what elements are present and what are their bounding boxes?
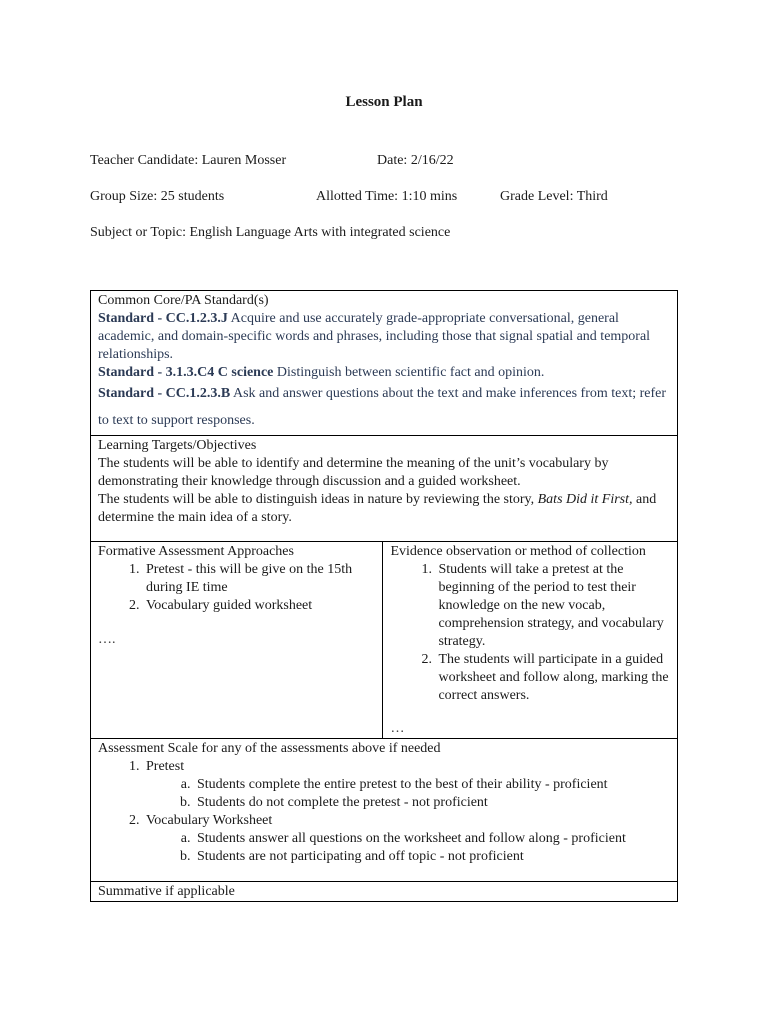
list-item: 1. Pretest - this will be give on the 15th during IE time <box>143 561 376 597</box>
scale-row <box>91 739 678 882</box>
standard-item <box>98 310 671 364</box>
objectives-row <box>91 436 678 542</box>
assessment-row <box>91 542 678 739</box>
evidence-list <box>390 561 671 705</box>
objective-2 <box>98 491 671 527</box>
objective-2-text: The students will be able to distinguish ideas in nature by reviewing the story, <box>98 492 535 507</box>
list-item: a. Students complete the entire pretest to the best of their ability - proficient <box>194 776 671 794</box>
standard-code: Standard - CC.1.2.3.B <box>98 386 231 401</box>
list-item: b. Students are not participating and off topic - not proficient <box>194 848 671 866</box>
list-item: 1. Students will take a pretest at the beginning of the period to test their knowledge on the new vocab, comprehension strategy, and vocabulary strategy. <box>435 561 671 651</box>
group-size: Group Size: 25 students <box>90 189 225 204</box>
list-item: a. Students answer all questions on the worksheet and follow along - proficient <box>194 830 671 848</box>
allotted-time: Allotted Time: 1:10 mins <box>316 189 458 204</box>
summative-row <box>91 882 678 902</box>
formative-heading: Formative Assessment Approaches <box>98 544 294 559</box>
formative-list <box>98 561 376 615</box>
objective-2-end: and determine the main idea of a story. <box>98 492 657 525</box>
formative-cell <box>91 542 383 739</box>
subject-topic: Subject or Topic: English Language Arts with integrated science <box>90 225 451 240</box>
standards-cell <box>91 291 678 436</box>
list-item: 2. The students will participate in a guided worksheet and follow along, marking the correct answers. <box>435 651 671 705</box>
scale-heading: Assessment Scale for any of the assessments above if needed <box>98 741 441 756</box>
scale-list <box>98 758 671 866</box>
summative-cell <box>91 882 678 902</box>
scale-group <box>143 758 671 812</box>
lesson-date: Date: 2/16/22 <box>377 153 454 168</box>
scale-cell <box>91 739 678 882</box>
scale-group <box>143 812 671 866</box>
objective-1: The students will be able to identify and determine the meaning of the unit’s vocabulary by demonstrating their knowledge through discussion and a guided worksheet. <box>98 456 609 489</box>
scale-sublist <box>146 830 671 866</box>
standard-text: Acquire and use accurately grade-appropriate conversational, general academic, and domain-specific words and phrases, including those that signal spatial and temporal relationships. <box>98 311 651 362</box>
scale-group-name: Pretest <box>146 759 185 774</box>
standard-text: Distinguish between scientific fact and opinion. <box>276 365 545 380</box>
standard-code: Standard - CC.1.2.3.J <box>98 311 228 326</box>
objectives-cell <box>91 436 678 542</box>
formative-ellipsis: …. <box>98 632 116 647</box>
standard-text: Ask and answer questions about the text and make inferences from text; refer to text to support responses. <box>98 386 667 428</box>
standards-heading: Common Core/PA Standard(s) <box>98 293 269 308</box>
standards-row <box>91 291 678 436</box>
story-title: Bats Did it First, <box>537 492 633 507</box>
evidence-cell <box>383 542 678 739</box>
objectives-heading: Learning Targets/Objectives <box>98 438 257 453</box>
standard-item <box>98 380 671 434</box>
evidence-heading: Evidence observation or method of collection <box>390 544 646 559</box>
list-item: 2. Vocabulary guided worksheet <box>143 597 376 615</box>
page-title: Lesson Plan <box>345 94 423 110</box>
standard-code: Standard - 3.1.3.C4 C science <box>98 365 274 380</box>
list-item: b. Students do not complete the pretest - not proficient <box>194 794 671 812</box>
grade-level: Grade Level: Third <box>500 189 608 204</box>
evidence-ellipsis: … <box>390 721 405 736</box>
scale-sublist <box>146 776 671 812</box>
scale-group-name: Vocabulary Worksheet <box>146 813 273 828</box>
lesson-plan-table <box>90 290 678 902</box>
teacher-candidate: Teacher Candidate: Lauren Mosser <box>90 153 287 168</box>
summative-heading: Summative if applicable <box>98 884 235 899</box>
